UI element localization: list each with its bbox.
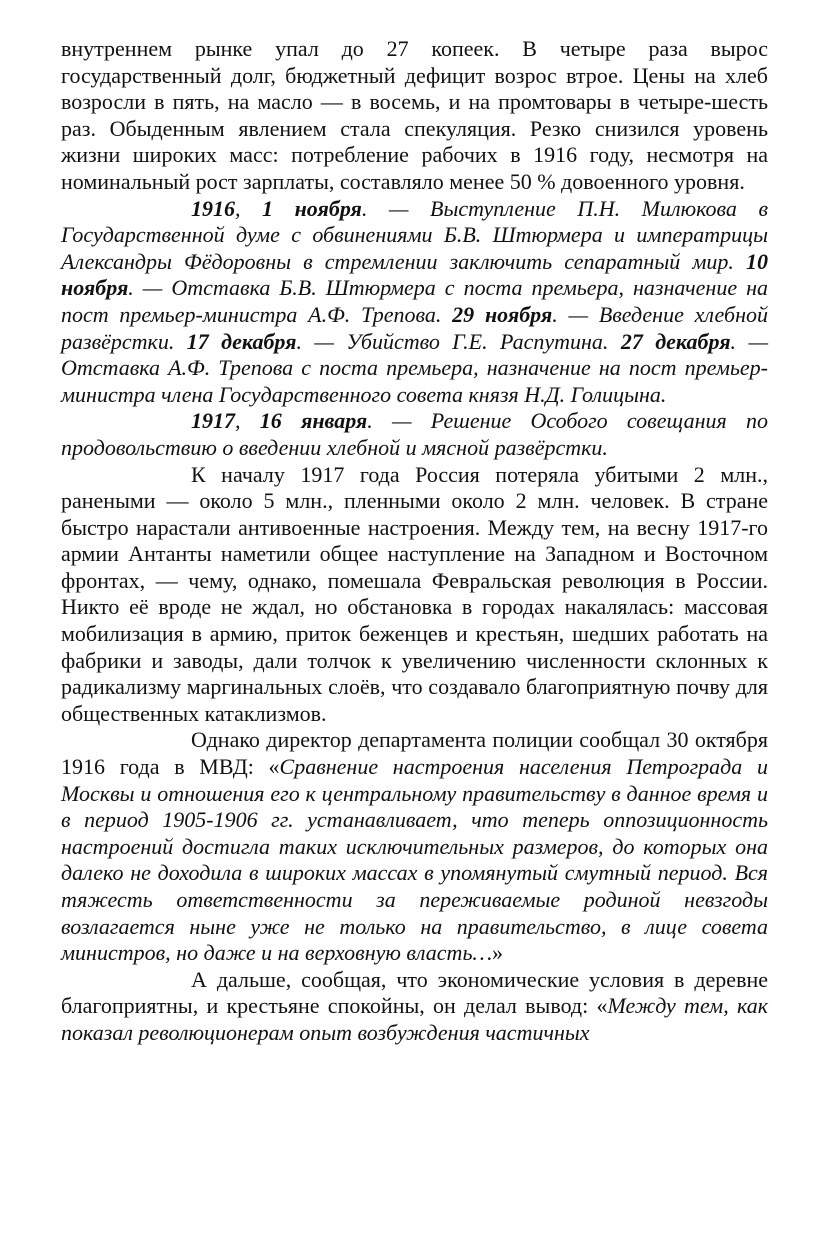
paragraph-conclusion bbox=[61, 967, 768, 1047]
paragraph-text: . — Отставка Б.В. Штюрмера с поста премьера, назначение на пост премьер-министра А.Ф. Трепова. bbox=[61, 275, 768, 327]
paragraph-text: . — Введение хлебной развёрстки. bbox=[61, 301, 768, 354]
paragraph-text: . — Решение Особого совещания по продовольствию о введении хлебной и мясной развёрстки. bbox=[61, 408, 768, 460]
quote-text: Между тем, как показал революционерам опыт возбуждения частичных bbox=[61, 993, 768, 1045]
paragraph-text: А дальше, сообщая, что экономические условия в деревне благоприятны, и крестьяне спокойны, он делал вывод: « bbox=[61, 966, 768, 1019]
paragraph-economy bbox=[61, 36, 768, 196]
paragraph-police-report bbox=[61, 727, 768, 966]
paragraph-text: внутреннем рынке упал до 27 копеек. В четыре раза вырос государственный долг, бюджетный дефицит возрос втрое. Цены на хлеб возросли в пять, на масло — в восемь, и на промтовары в четыре-шесть раз. Обыденным явлением стала спекуляция. Резко снизился уровень жизни широких масс: потребление рабочих в 1916 году, несмотря на номинальный рост зарплаты, составляло менее 50 % довоенного уровня. bbox=[61, 36, 768, 194]
date-label: 16 января bbox=[259, 408, 368, 434]
quote-text: Сравнение настроения населения Петрограда и Москвы и отношения его к центральному правительству в данное время и в период 1905-1906 гг. устанавливает, что теперь оппозиционность настроений достигла таких исключительных размеров, до которых она далеко не доходила в широких массах в упомянутый смутный период. Вся тяжесть ответственности за переживаемые родиной невзгоды возлагается ныне уже не только на правительство, в лице совета министров, но даже и на верховную власть… bbox=[61, 754, 768, 966]
paragraph-text: . — Убийство Г.Е. Распутина. bbox=[296, 328, 621, 354]
date-label: 17 декабря bbox=[186, 328, 297, 354]
paragraph-text: К началу 1917 года Россия потеряла убитыми 2 млн., ранеными — около 5 млн., пленными около 2 млн. человек. В стране быстро нарастали антивоенные настроения. Между тем, на весну 1917-го армии Антанты наметили общее наступление на Западном и Восточном фронтах, — чему, однако, помешала Февральская революция в России. Никто её вроде не ждал, но обстановка в городах накалялась: массовая мобилизация в армию, приток беженцев и крестьян, шедших работать на фабрики и заводы, дали толчок к увеличению численности склонных к радикализму маргинальных слоёв, что создавало благоприятную почву для общественных катаклизмов. bbox=[61, 461, 768, 726]
paragraph-text: , bbox=[235, 408, 260, 434]
date-label: 1917 bbox=[191, 408, 235, 434]
paragraph-text: Однако директор департамента полиции сообщал 30 октября 1916 года в МВД: « bbox=[61, 727, 768, 780]
date-label: 29 ноября bbox=[452, 301, 553, 327]
date-label: 1916 bbox=[191, 195, 235, 221]
paragraph-chronology-1917 bbox=[61, 408, 768, 461]
date-label: 10 ноября bbox=[61, 248, 768, 301]
paragraph-text: . — Отставка А.Ф. Трепова с поста премьера, назначение на пост премьер-министра члена Государственного совета князя Н.Д. Голицына. bbox=[61, 328, 769, 407]
paragraph-text: » bbox=[492, 940, 504, 966]
date-label: 27 декабря bbox=[620, 328, 731, 354]
paragraph-chronology-1916 bbox=[61, 196, 768, 409]
document-page bbox=[61, 36, 768, 1047]
date-label: 1 ноября bbox=[262, 195, 362, 221]
paragraph-text: , bbox=[235, 195, 263, 221]
paragraph-text: . — Выступление П.Н. Милюкова в Государственной думе с обвинениями Б.В. Штюрмера и императрицы Александры Фёдоровны в стремлении заключить сепаратный мир. bbox=[61, 195, 769, 274]
paragraph-losses bbox=[61, 462, 768, 728]
